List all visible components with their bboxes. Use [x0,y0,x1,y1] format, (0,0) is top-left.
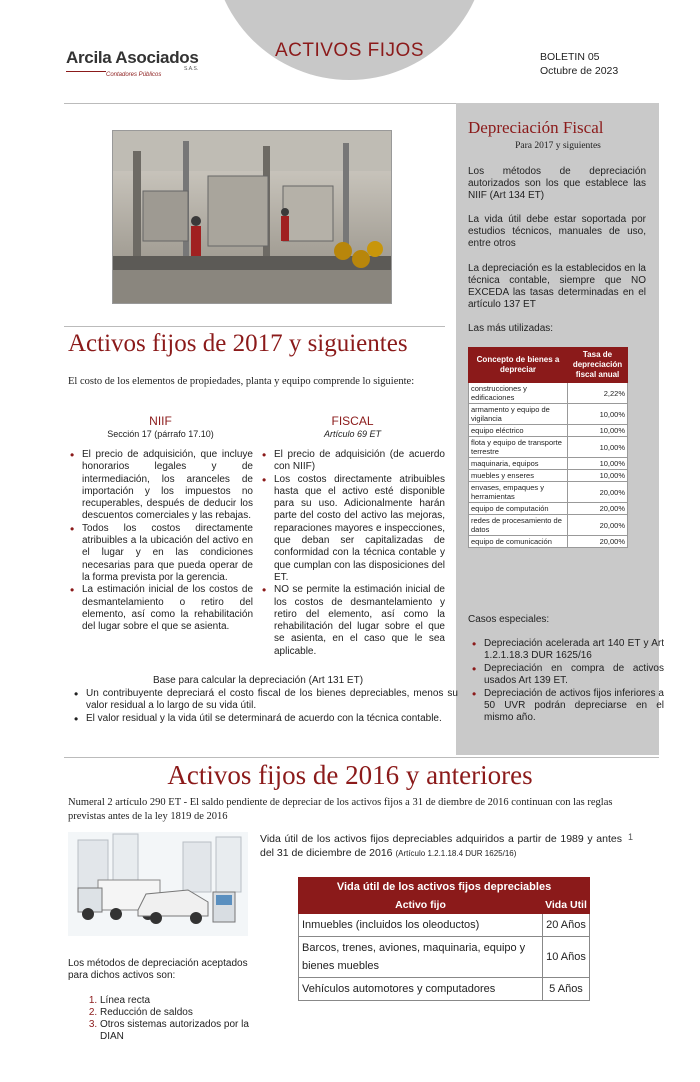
bulletin-date: Octubre de 2023 [540,65,619,77]
table-cell: 10,00% [568,470,628,482]
table-cell: 20 Años [543,914,590,937]
table-header: Concepto de bienes a depreciar [469,348,568,383]
company-logo [66,48,199,88]
list-item: • El valor residual y la vida útil se determinará de acuerdo con la técnica contable. [86,713,458,725]
useful-life-reference: (Artículo 1.2.1.18.4 DUR 1625/16) [395,849,517,858]
logo-line [66,71,106,72]
table-cell: 10,00% [568,404,628,425]
list-item: • Depreciación acelerada art 140 ET y Art 1.2.1.18.3 DUR 1625/16 [484,638,664,662]
section-heading-2017: Activos fijos de 2017 y siguientes [68,330,408,357]
table-caption: Vida útil de los activos fijos depreciables [299,878,590,897]
table-cell: Barcos, trenes, aviones, maquinaria, equipo y bienes muebles [299,937,543,978]
methods-list [82,995,270,1043]
useful-life-text [260,832,622,861]
table-row [469,437,628,458]
table-cell: redes de procesamiento de datos [469,515,568,536]
vehicles-equipment-photo [68,832,248,936]
table-cell: 20,00% [568,482,628,503]
table-row [299,914,590,937]
table-cell: 20,00% [568,503,628,515]
table-cell: equipo de comunicación [469,536,568,548]
base-title: Base para calcular la depreciación (Art 131 ET) [152,675,364,686]
methods-intro: Los métodos de depreciación aceptados para dichos activos son: [68,958,248,981]
logo-subtitle: Contadores Públicos [106,72,162,78]
fiscal-subtitle: Artículo 69 ET [323,429,382,439]
list-item: • Depreciación de activos fijos inferiores a 50 UVR podrán depreciarse en el mismo año. [484,688,664,724]
table-row [469,536,628,548]
useful-life-description: Vida útil de los activos fijos depreciables adquiridos a partir de 1989 y antes del 31 de diciembre de 2016 [260,833,622,859]
sidebar-paragraph: Las más utilizadas: [468,323,554,334]
fiscal-list [260,449,445,658]
table-cell: 2,22% [568,383,628,404]
table-header: Vida Util [543,897,590,914]
table-cell: muebles y enseres [469,470,568,482]
table-header: Activo fijo [299,897,543,914]
table-cell: Inmuebles (incluidos los oleoductos) [299,914,543,937]
sidebar-paragraph: La depreciación es la establecidos en la técnica contable, siempre que NO EXCEDA las tasas determinadas en el artículo 137 ET [468,263,646,310]
list-item: • Los costos directamente atribuibles hasta que el activo esté disponible para su uso. Adicionalmente harán parte del costo del activo las mejoras, reparaciones mayores e inspecciones, que deban ser capitalizadas de conformidad con la técnica contable y que cumplan con las disposiciones del ET. [274,474,445,585]
table-cell: envases, empaques y herramientas [469,482,568,503]
list-item: • Un contribuyente depreciará el costo fiscal de los bienes depreciables, menos su valor residual a lo largo de su vida útil. [86,688,458,713]
depreciation-rate-table [468,347,628,548]
divider [64,757,659,758]
divider [64,103,456,104]
useful-life-table [298,877,590,1001]
special-cases-list [468,638,664,725]
bulletin-number: BOLETIN 05 [540,51,600,63]
list-item: • El precio de adquisición, que incluye honorarios legales y de intermediación, los aranceles de importación y los impuestos no recuperables, después de deducir los descuentos comerciales y las rebajas. [82,449,253,523]
list-item: 1. Línea recta [100,995,270,1007]
list-item: • La estimación inicial de los costos de desmantelamiento o retiro del elemento, así como la rehabilitación del lugar sobre el que se asienta. [82,584,253,633]
table-row [469,503,628,515]
section-intro: El costo de los elementos de propiedades, planta y equipo comprende lo siguiente: [68,376,415,387]
list-item: • Todos los costos directamente atribuibles a la ubicación del activo en el lugar y en las condiciones necesarias para que pueda operar de la forma prevista por la gerencia. [82,523,253,584]
page-title: ACTIVOS FIJOS [274,40,425,61]
table-row [469,383,628,404]
table-header: Tasa de depreciación fiscal anual [568,348,628,383]
table-row [469,470,628,482]
table-cell: armamento y equipo de vigilancia [469,404,568,425]
list-item: 3. Otros sistemas autorizados por la DIAN [100,1019,270,1043]
table-cell: construcciones y edificaciones [469,383,568,404]
list-item: 2. Reducción de saldos [100,1007,270,1019]
table-cell: 10,00% [568,425,628,437]
table-cell: flota y equipo de transporte terrestre [469,437,568,458]
base-list [72,688,458,725]
table-cell: 5 Años [543,978,590,1001]
bulletin-info [540,50,618,78]
table-row [299,937,590,978]
section-heading-2016: Activos fijos de 2016 y anteriores [167,760,533,790]
fiscal-column [260,414,445,658]
divider [64,326,445,327]
table-cell: equipo de computación [469,503,568,515]
logo-name: Arcila Asociados [66,48,199,67]
list-item: • NO se permite la estimación inicial de los costos de desmantelamiento y retiro del elemento, así como la rehabilitación del lugar sobre el que se asienta, en el caso que le sea aplicable. [274,584,445,658]
sidebar-paragraph: Los métodos de depreciación autorizados son los que establece las NIIF (Art 134 ET) [468,166,646,201]
sidebar-subtitle: Para 2017 y siguientes [515,141,601,151]
table-cell: Vehículos automotores y computadores [299,978,543,1001]
fiscal-title: FISCAL [331,414,374,428]
table-cell: maquinaria, equipos [469,458,568,470]
table-cell: 20,00% [568,536,628,548]
sidebar-paragraph: La vida útil debe estar soportada por estudios técnicos, manuales de uso, entre otros [468,214,646,249]
list-item: • El precio de adquisición (de acuerdo con NIIF) [274,449,445,474]
factory-photo [112,130,392,304]
section-intro: Numeral 2 artículo 290 ET - El saldo pendiente de depreciar de los activos fijos a 31 de diembre de 2016 continuan con las reglas previstas antes de la ley 1819 de 2016 [68,797,613,822]
table-row [469,482,628,503]
table-row [469,515,628,536]
sidebar-title: Depreciación Fiscal [468,118,604,137]
niif-subtitle: Sección 17 (párrafo 17.10) [107,429,214,439]
table-cell: 10 Años [543,937,590,978]
table-row [299,978,590,1001]
list-item: • Depreciación en compra de activos usados Art 139 ET. [484,663,664,687]
table-row [469,404,628,425]
footnote-number: 1 [628,832,634,842]
table-row [469,425,628,437]
table-cell: 20,00% [568,515,628,536]
table-cell: equipo eléctrico [469,425,568,437]
logo-sas: S.A.S. [184,66,199,72]
niif-title: NIIF [149,414,172,428]
special-cases-title: Casos especiales: [468,614,550,625]
table-cell: 10,00% [568,437,628,458]
niif-column [68,414,253,633]
table-row [469,458,628,470]
niif-list [68,449,253,633]
table-cell: 10,00% [568,458,628,470]
